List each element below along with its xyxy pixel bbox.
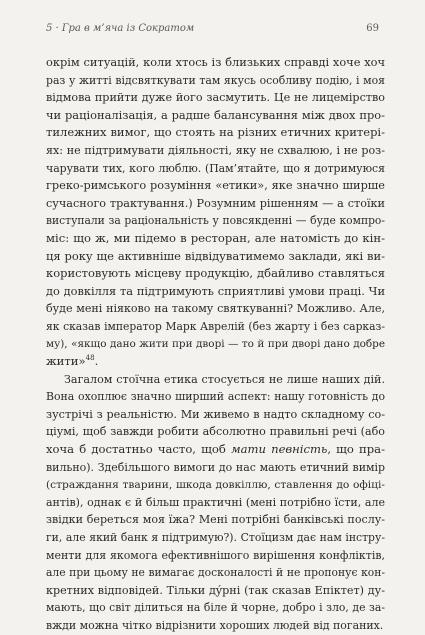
running-header — [46, 23, 379, 34]
text-line: окрім ситуацій, коли хтось із близьких справді хоче хоч — [46, 55, 385, 69]
emphasis-text: мати певність — [230, 442, 328, 457]
text-line: вильно). Здебільшого вимоги до нас мають етичний вимір — [46, 460, 385, 474]
text-line: але при цьому не вимагає досконалості й не пропонує кон- — [46, 566, 385, 580]
text-fragment: , що пра- — [327, 442, 386, 457]
text-line: кретних відповідей. Тільки дýрні (так сказав Епіктет) ду- — [46, 583, 385, 597]
text-line: буде мені ніяково на такому святкуванні? Можливо. Але, — [46, 302, 385, 316]
text-line: тилежних вимог, що стоять на різних етичних критері- — [46, 125, 385, 140]
text-line: ця року ще активніше відвідуватимемо заклади, які ви- — [46, 248, 385, 263]
text-line: чи раціоналізація, а радше балансування між двох про- — [46, 107, 385, 122]
chapter-title: 5 · Гра в м’яча із Сократом — [46, 23, 195, 34]
text-line: мають, що світ ділиться на біле й чорне, добро і зло, де за- — [46, 601, 385, 615]
body-text — [46, 54, 385, 635]
text-line: (страждання тварини, шкода довкіллю, ставлення до офіці- — [46, 478, 385, 492]
text-line: як сказав імператор Марк Аврелій (без жарту і без сарказ- — [46, 319, 385, 333]
text-line: Загалом стоїчна етика стосується не лише наших дій. — [64, 372, 385, 386]
text-line-last — [46, 353, 385, 371]
text-line: користовують місцеву продукцію, дбайливо ставляться — [46, 266, 385, 281]
footnote-marker: 48 — [85, 354, 95, 363]
paragraph-2 — [46, 371, 385, 635]
text-line: до довкілля та підтримують сприятливі умови праці. Чи — [46, 283, 385, 298]
text-line: раз у житті відсвяткувати там якусь особливу подію, і моя — [46, 73, 385, 87]
text-line: ях: не підтримувати діяльності, яку не схвалюю, і не роз- — [46, 143, 385, 157]
text-line-last: вжди можна чітко відрізнити хороших людей від поганих. — [46, 619, 384, 632]
page-number: 69 — [366, 23, 379, 34]
text-line-emphasis — [46, 441, 385, 459]
text-fragment: . — [94, 354, 99, 369]
text-line: ціумі, щоб завжди робити абсолютно правильні речі (або — [46, 425, 385, 439]
text-line: виступали за раціональність у повсякденні — буде компро- — [46, 214, 385, 228]
text-line: чарувати тих, кого люблю. (Пам’ятайте, що я дотримуюся — [46, 161, 385, 175]
paragraph-1 — [46, 54, 385, 371]
text-line: греко-римського розуміння «етики», яке значно ширше — [46, 179, 385, 193]
text-line: зустрічі з реальністю. Ми живемо в надто складному со- — [46, 407, 385, 421]
text-line: сучасного трактування.) Розумним рішенням — а стоїки — [46, 196, 385, 210]
text-fragment: жити» — [46, 354, 86, 369]
text-line: ги, але який банк я підтримую?). Стоїцизм дає нам інстру- — [46, 531, 385, 545]
text-line: менти для якомога ефективнішого вирішення конфліктів, — [46, 548, 385, 562]
text-line: відмова прийти дуже його засмутить. Це не лицемірство — [46, 91, 385, 105]
text-line: звідки береться моя їжа? Мені потрібні банківські послу- — [46, 513, 385, 527]
text-fragment: хоча б достатньо часто, щоб — [46, 442, 231, 457]
text-line: Вона охоплює значно ширший аспект: нашу готовність до — [46, 390, 385, 404]
text-line: антів), однак є й більш практичні (мені потрібно їсти, але — [46, 495, 385, 509]
text-line: му), «якщо дано жити при дворі — то й при дворі дано добре — [46, 337, 385, 350]
text-line: міс: що ж, ми підемо в ресторан, але натомість до кін- — [46, 230, 385, 245]
